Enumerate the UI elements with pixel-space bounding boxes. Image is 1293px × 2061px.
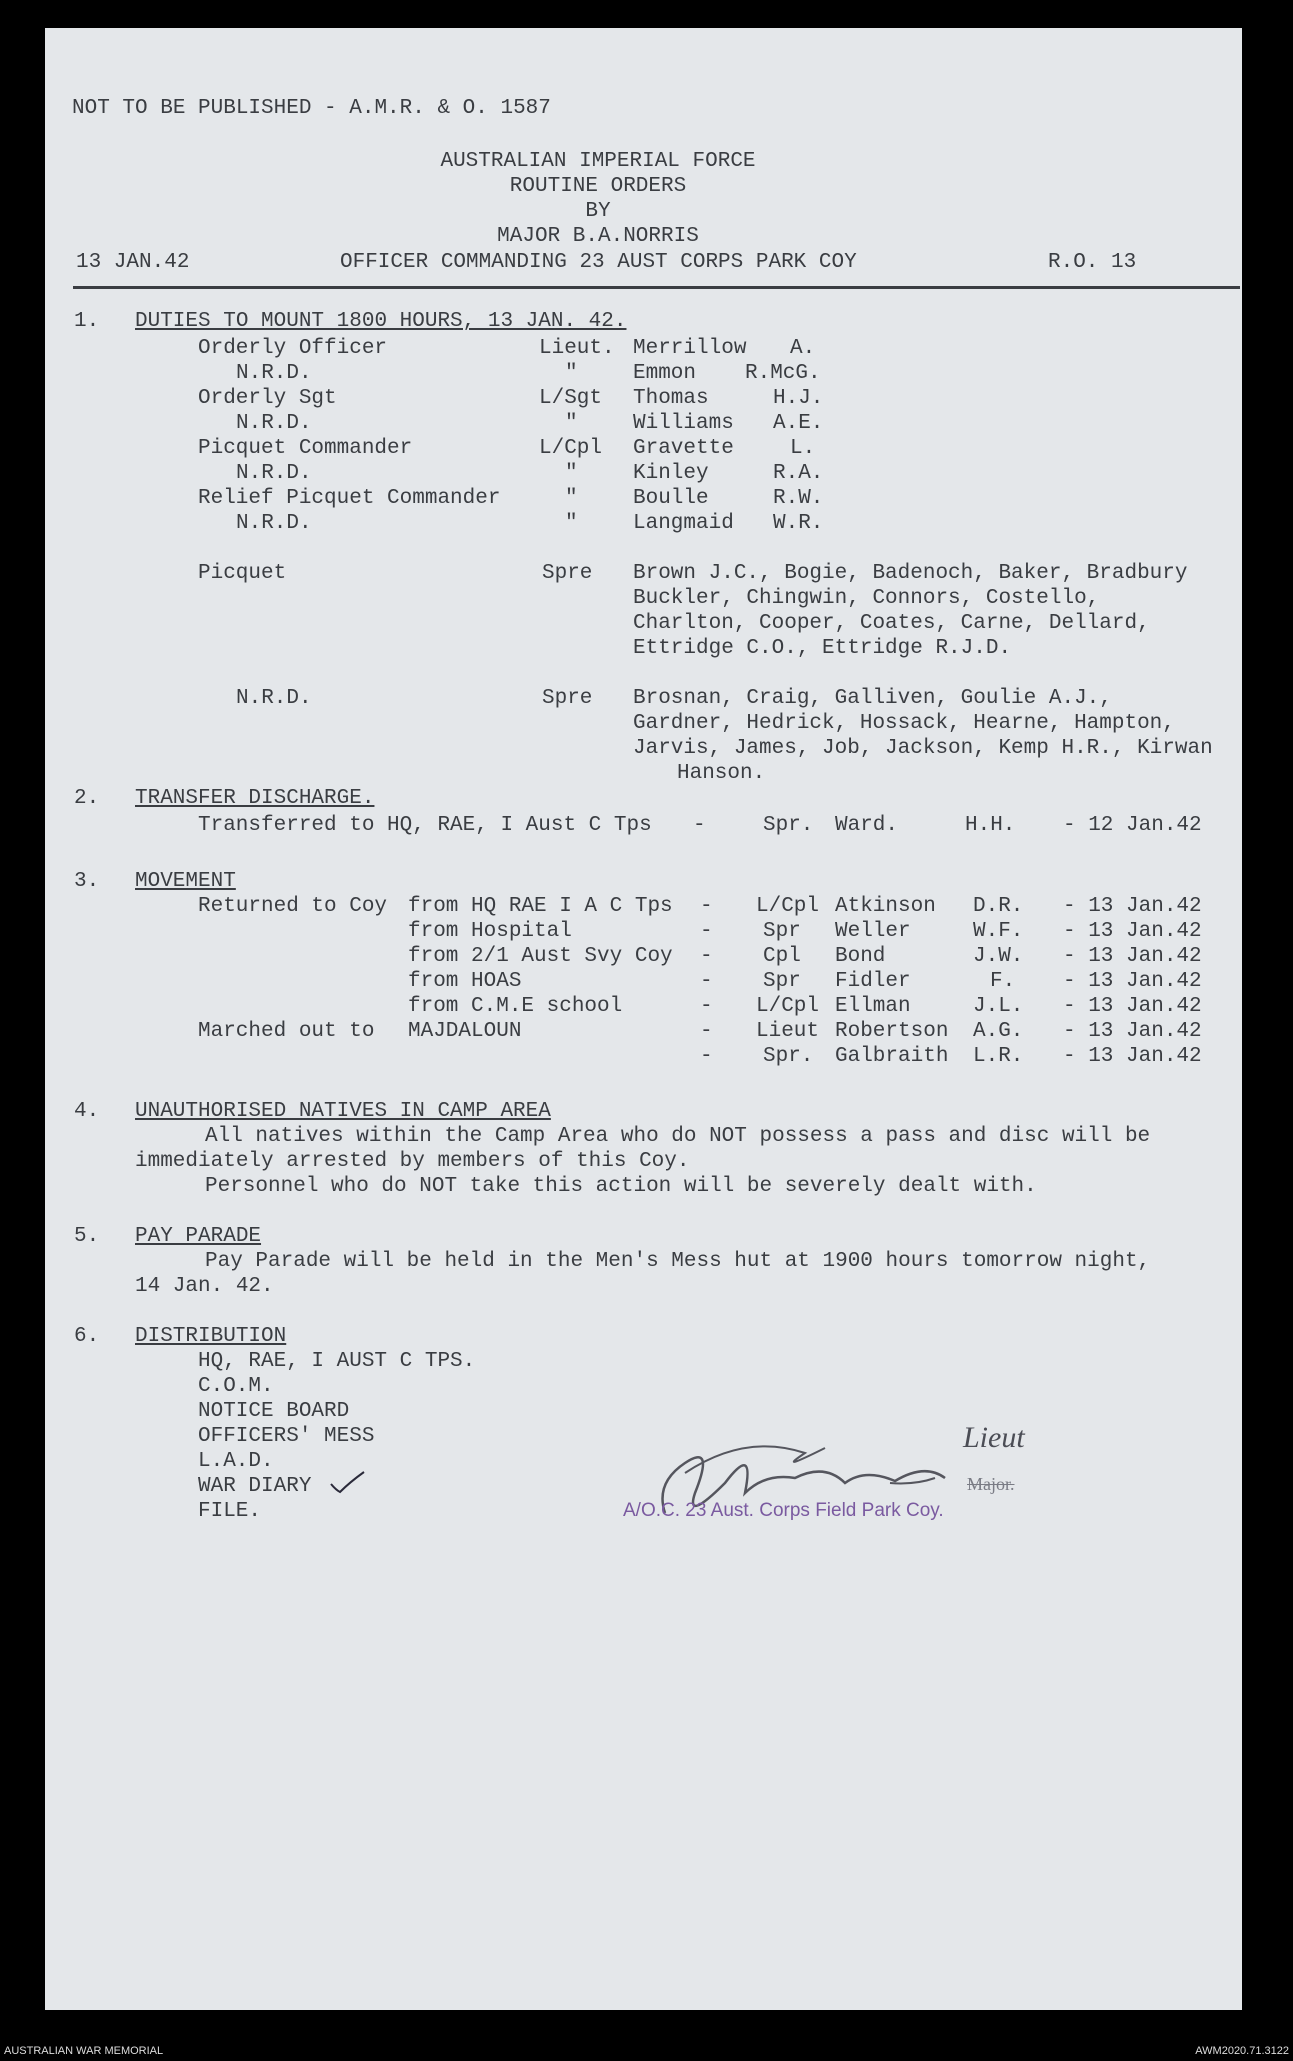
section-title: DUTIES TO MOUNT 1800 HOURS, 13 JAN. 42. (135, 310, 627, 333)
duty-rank: " (565, 462, 578, 485)
section-number: 5. (74, 1225, 100, 1248)
movement-dash: - (700, 945, 713, 968)
duty-name: Gravette (633, 437, 734, 460)
duty-rank: " (565, 487, 578, 510)
archive-footer (0, 2042, 1293, 2061)
movement-name: Bond (835, 945, 886, 968)
movement-date: - 13 Jan.42 (1063, 945, 1202, 968)
not-published-notice: NOT TO BE PUBLISHED - A.M.R. & O. 1587 (72, 97, 551, 120)
movement-initials: J.L. (973, 995, 1024, 1018)
movement-from: from Hospital (408, 920, 572, 943)
duty-initials: A. (790, 337, 816, 360)
nrd-names-line: Brosnan, Craig, Galliven, Goulie A.J., (633, 687, 1112, 710)
duty-role: N.R.D. (236, 362, 312, 385)
movement-name: Fidler (835, 970, 911, 993)
duty-role: N.R.D. (236, 462, 312, 485)
duty-role: N.R.D. (236, 512, 312, 535)
distribution-item: L.A.D. (198, 1450, 274, 1473)
picquet-names-line: Charlton, Cooper, Coates, Carne, Dellard, (633, 612, 1150, 635)
movement-date: - 13 Jan.42 (1063, 1045, 1202, 1068)
movement-lead: Returned to Coy (198, 895, 388, 918)
duty-name: Merrillow (633, 337, 747, 360)
transfer-line: Transferred to HQ, RAE, I Aust C Tps (198, 814, 652, 837)
section-title: MOVEMENT (135, 870, 236, 893)
footer-left: AUSTRALIAN WAR MEMORIAL (4, 2045, 164, 2057)
movement-rank: L/Cpl (756, 895, 820, 918)
duty-name: Boulle (633, 487, 709, 510)
ro-number: R.O. 13 (1048, 251, 1137, 274)
movement-name: Atkinson (835, 895, 936, 918)
duty-initials: H.J. (773, 387, 824, 410)
movement-name: Robertson (835, 1020, 949, 1043)
routine-orders-heading: ROUTINE ORDERS (509, 175, 687, 198)
signature-stamp: A/O.C. 23 Aust. Corps Field Park Coy. (623, 1500, 944, 1521)
movement-rank: Spr. (763, 1045, 814, 1068)
movement-date: - 13 Jan.42 (1063, 895, 1202, 918)
distribution-item: FILE. (198, 1500, 262, 1523)
movement-date: - 13 Jan.42 (1063, 1020, 1202, 1043)
pay-parade-line: Pay Parade will be held in the Men's Mess hut at 1900 hours tomorrow night, (205, 1250, 1151, 1273)
movement-dash: - (700, 1045, 713, 1068)
duty-name: Langmaid (633, 512, 734, 535)
picquet-names-line: Buckler, Chingwin, Connors, Costello, (633, 587, 1100, 610)
movement-dash: - (700, 920, 713, 943)
officer-commanding: OFFICER COMMANDING 23 AUST CORPS PARK COY (340, 251, 857, 274)
notice-line: immediately arrested by members of this Coy. (135, 1150, 690, 1173)
by-heading: BY (585, 200, 611, 223)
pay-parade-line: 14 Jan. 42. (135, 1275, 274, 1298)
org-heading: AUSTRALIAN IMPERIAL FORCE (440, 150, 756, 173)
section-title: UNAUTHORISED NATIVES IN CAMP AREA (135, 1100, 551, 1123)
notice-line: Personnel who do NOT take this action will be severely dealt with. (205, 1175, 1037, 1198)
document-page (45, 28, 1242, 2010)
nrd-names-line: Gardner, Hedrick, Hossack, Hearne, Hampton, (633, 712, 1175, 735)
order-date: 13 JAN.42 (76, 251, 190, 274)
picquet-rank: Spre (542, 562, 593, 585)
transfer-initials: H.H. (965, 814, 1016, 837)
signature-major-struck: Major. (967, 1474, 1015, 1494)
section-number: 3. (74, 870, 100, 893)
transfer-rank: Spr. (763, 814, 814, 837)
duty-initials: A.E. (773, 412, 824, 435)
duty-rank: " (565, 512, 578, 535)
movement-date: - 13 Jan.42 (1063, 920, 1202, 943)
duty-name: Kinley (633, 462, 709, 485)
movement-name: Weller (835, 920, 911, 943)
movement-initials: L.R. (973, 1045, 1024, 1068)
duty-initials: R.A. (773, 462, 824, 485)
movement-from: from HOAS (408, 970, 522, 993)
movement-dash: - (700, 1020, 713, 1043)
movement-lead: Marched out to (198, 1020, 375, 1043)
duty-name: Emmon (633, 362, 697, 385)
major-heading: MAJOR B.A.NORRIS (497, 225, 699, 248)
footer-right: AWM2020.71.3122 (1195, 2045, 1289, 2057)
nrd-rank: Spre (542, 687, 593, 710)
movement-name: Galbraith (835, 1045, 949, 1068)
section-number: 6. (74, 1325, 100, 1348)
movement-rank: Spr (763, 920, 801, 943)
section-number: 1. (74, 310, 100, 333)
signature-lieut: Lieut (963, 1421, 1025, 1454)
distribution-item: NOTICE BOARD (198, 1400, 350, 1423)
movement-initials: J.W. (973, 945, 1024, 968)
movement-dash: - (700, 895, 713, 918)
nrd-label: N.R.D. (236, 687, 312, 710)
movement-rank: Lieut (756, 1020, 820, 1043)
nrd-names-line: Jarvis, James, Job, Jackson, Kemp H.R., Kirwan (633, 737, 1213, 760)
picquet-names-line: Ettridge C.O., Ettridge R.J.D. (633, 637, 1012, 660)
duty-rank: " (565, 362, 578, 385)
nrd-names-line: Hanson. (677, 762, 766, 785)
duty-initials: W.R. (773, 512, 824, 535)
movement-rank: Cpl (763, 945, 801, 968)
section-title: DISTRIBUTION (135, 1325, 287, 1348)
duty-role: Picquet Commander (198, 437, 413, 460)
duty-rank: L/Cpl (539, 437, 603, 460)
section-number: 2. (74, 787, 100, 810)
picquet-label: Picquet (198, 562, 287, 585)
movement-from: from 2/1 Aust Svy Coy (408, 945, 673, 968)
tick-mark-icon (328, 1468, 368, 1498)
transfer-name: Ward. (835, 814, 899, 837)
duty-name: Thomas (633, 387, 709, 410)
movement-from: from C.M.E school (408, 995, 623, 1018)
duty-initials: R.McG. (745, 362, 821, 385)
header-rule (73, 286, 1240, 289)
movement-from: MAJDALOUN (408, 1020, 522, 1043)
duty-role: Orderly Sgt (198, 387, 337, 410)
distribution-item: OFFICERS' MESS (198, 1425, 375, 1448)
notice-line: All natives within the Camp Area who do NOT possess a pass and disc will be (205, 1125, 1151, 1148)
distribution-item: WAR DIARY (198, 1475, 312, 1498)
section-number: 4. (74, 1100, 100, 1123)
picquet-names-line: Brown J.C., Bogie, Badenoch, Baker, Bradbury (633, 562, 1188, 585)
section-title: PAY PARADE (135, 1225, 262, 1248)
movement-date: - 13 Jan.42 (1063, 970, 1202, 993)
movement-initials: A.G. (973, 1020, 1024, 1043)
movement-name: Ellman (835, 995, 911, 1018)
section-title: TRANSFER DISCHARGE. (135, 787, 375, 810)
movement-rank: Spr (763, 970, 801, 993)
duty-role: Relief Picquet Commander (198, 487, 501, 510)
distribution-item: HQ, RAE, I AUST C TPS. (198, 1350, 476, 1373)
duty-rank: L/Sgt (539, 387, 603, 410)
duty-initials: L. (790, 437, 816, 460)
duty-rank: " (565, 412, 578, 435)
distribution-item: C.O.M. (198, 1375, 274, 1398)
movement-initials: F. (990, 970, 1016, 993)
duty-name: Williams (633, 412, 734, 435)
movement-from: from HQ RAE I A C Tps (408, 895, 673, 918)
movement-rank: L/Cpl (756, 995, 820, 1018)
movement-dash: - (700, 995, 713, 1018)
duty-role: N.R.D. (236, 412, 312, 435)
movement-date: - 13 Jan.42 (1063, 995, 1202, 1018)
movement-initials: D.R. (973, 895, 1024, 918)
movement-dash: - (700, 970, 713, 993)
duty-role: Orderly Officer (198, 337, 388, 360)
transfer-dash: - (693, 814, 706, 837)
duty-rank: Lieut. (539, 337, 615, 360)
transfer-date: - 12 Jan.42 (1063, 814, 1202, 837)
duty-initials: R.W. (773, 487, 824, 510)
movement-initials: W.F. (973, 920, 1024, 943)
